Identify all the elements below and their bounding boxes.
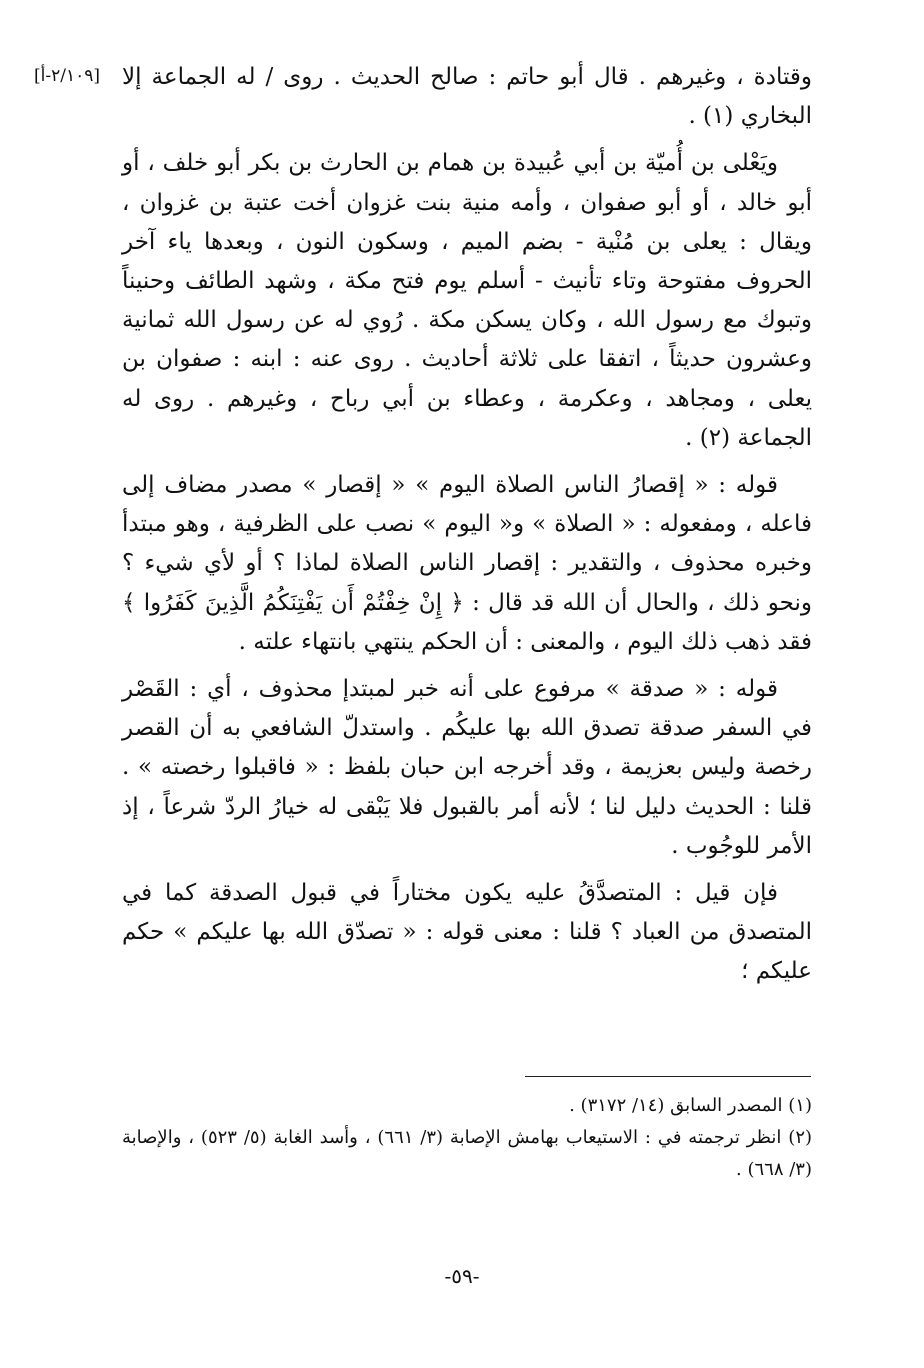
paragraph: فإن قيل : المتصدَّقُ عليه يكون مختاراً في قبول الصدقة كما في المتصدق من العباد ؟ قلنا : معنى قوله : « تصدّق الله بها عليكم » حكم عليكم ؛ [122,880,812,985]
paragraph: ويَعْلى بن أُميّة بن أبي عُبيدة بن همام بن الحارث بن بكر أبو خلف ، أو أبو خالد ، أو أبو صفوان ، وأمه منية بنت غزوان أخت عتبة بن غزوان ، ويقال : يعلى بن مُنْية - بضم الميم ، وسكون النون ، وبعدها ياء آخر الحروف مفتوحة وتاء تأنيث - أسلم يوم فتح مكة ، وشهد الطائف وحنيناً وتبوك مع رسول الله ، وكان يسكن مكة . رُوي له عن رسول الله ثمانية وعشرون حديثاً ، اتفقا على ثلاثة أحاديث . روى عنه : ابنه : صفوان بن يعلى ، ومجاهد ، وعكرمة ، وعطاء بن أبي رباح ، وغيرهم . روى له الجماعة (٢) . [122,150,812,451]
paragraph: قوله : « إقصارُ الناس الصلاة اليوم » « إقصار » مصدر مضاف إلى فاعله ، ومفعوله : « الصلاة » و« اليوم » نصب على الظرفية ، وهو مبتدأ وخبره محذوف ، والتقدير : إقصار الناس الصلاة لماذا ؟ أو لأي شيء ؟ ونحو ذلك ، والحال أن الله قد قال : ﴿ إِنْ خِفْتُمْ أَن يَفْتِنَكُمُ الَّذِينَ كَفَرُوا ﴾ فقد ذهب ذلك اليوم ، والمعنى : أن الحكم ينتهي بانتهاء علته . [122,472,812,655]
footnote: (٢) انظر ترجمته في : الاستيعاب بهامش الإصابة (٣/ ٦٦١) ، وأسد الغابة (٥/ ٥٢٣) ، والإصابة (٣/ ٦٦٨) . [122,1127,813,1180]
main-text [122,58,812,1000]
manuscript-folio-reference: [٢/١٠٩-أ] [34,66,101,86]
footnotes [122,1090,812,1186]
footnote: (١) المصدر السابق (١٤/ ٣١٧٢) . [569,1095,812,1116]
paragraph: وقتادة ، وغيرهم . قال أبو حاتم : صالح الحديث . روى / له الجماعة إلا البخاري (١) . [122,64,812,130]
paragraph: قوله : « صدقة » مرفوع على أنه خبر لمبتدإ محذوف ، أي : القَصْر في السفر صدقة تصدق الله بها عليكُم . واستدلّ الشافعي به أن القصر رخصة وليس بعزيمة ، وقد أخرجه ابن حبان بلفظ : « فاقبلوا رخصته » . قلنا : الحديث دليل لنا ؛ لأنه أمر بالقبول فلا يَبْقى له خيارُ الردّ شرعاً ، إذ الأمر للوجُوب . [122,676,812,859]
footnote-separator [525,1076,811,1077]
page-number: -٥٩- [444,1264,480,1288]
